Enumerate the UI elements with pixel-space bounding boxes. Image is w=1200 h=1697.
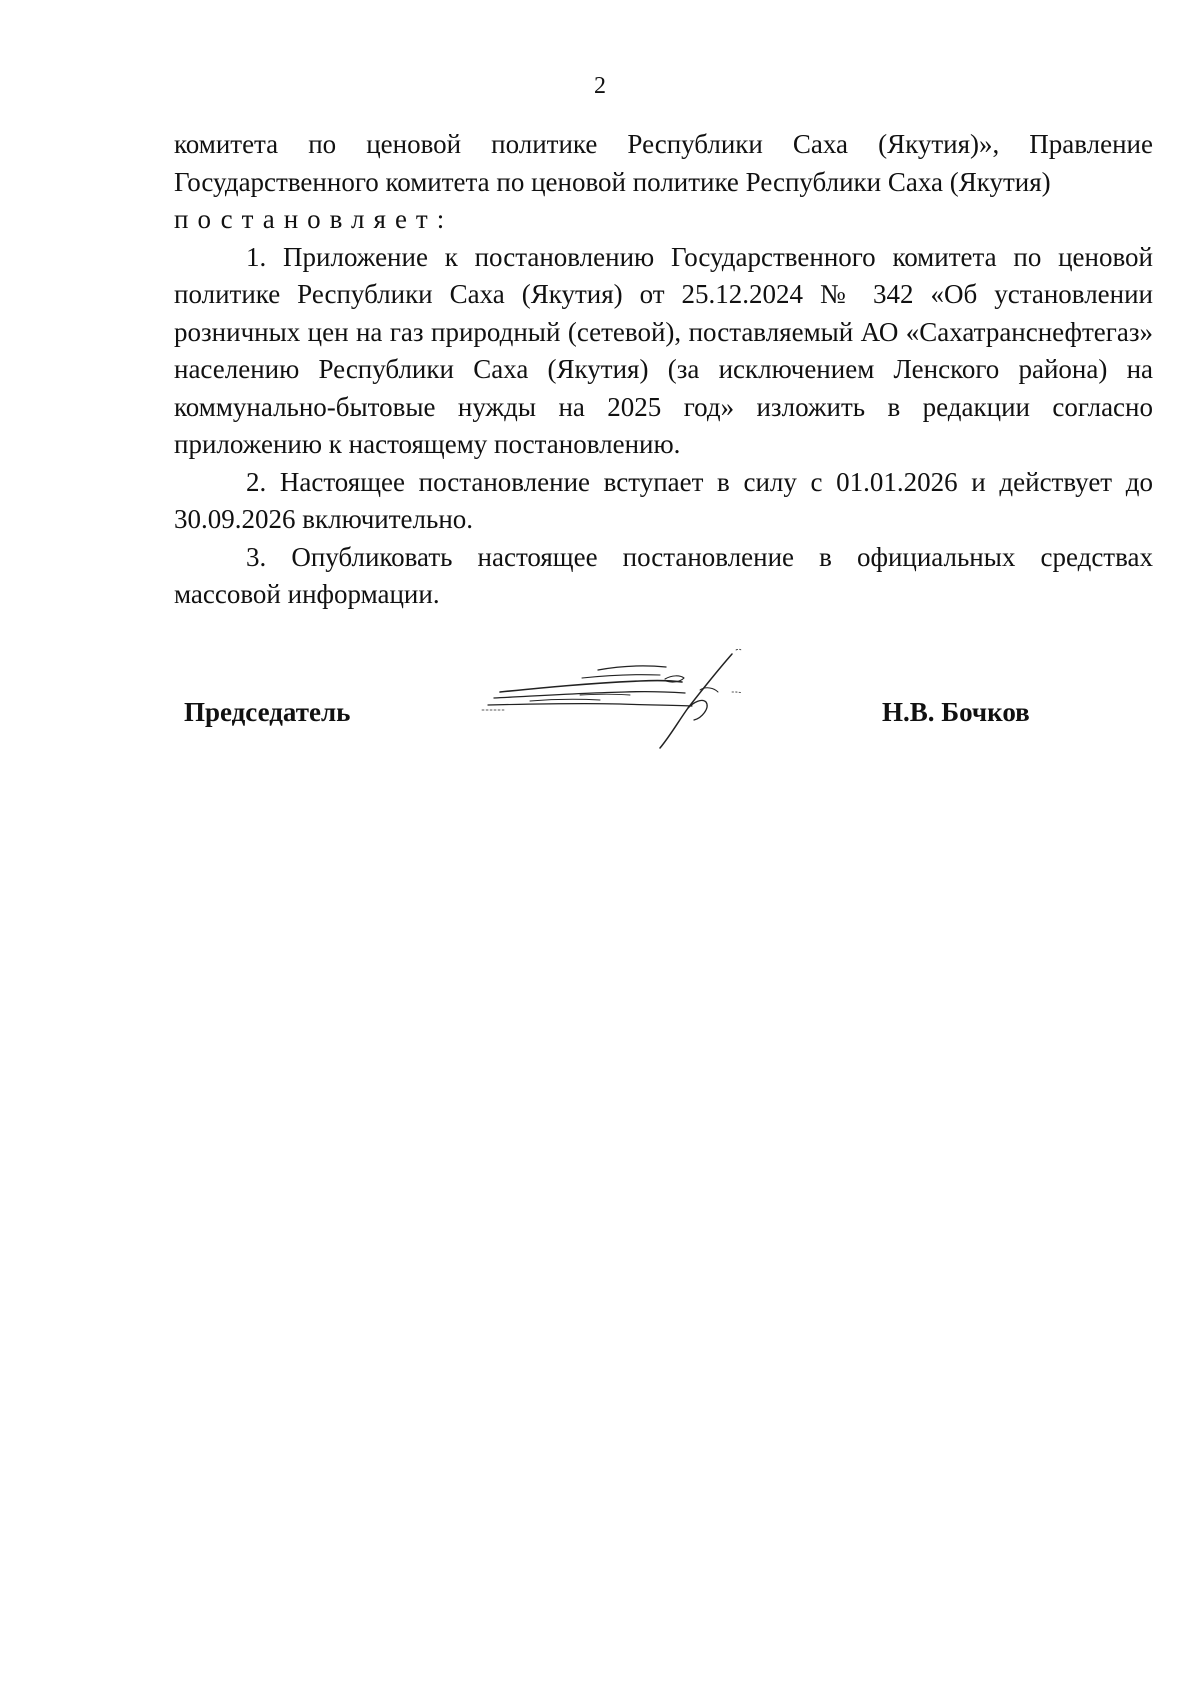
item-2-paragraph: 2. Настоящее постановление вступает в силу с 01.01.2026 и действует до 30.09.2026 включительно. [174, 466, 1153, 534]
resolves-word: постановляет: [174, 204, 454, 234]
signature-block [0, 648, 1200, 758]
page-number: 2 [594, 73, 606, 99]
item-3-paragraph: 3. Опубликовать настоящее постановление в официальных средствах массовой информации. [174, 541, 1153, 609]
handwritten-signature-icon [470, 648, 790, 758]
item-1-paragraph: 1. Приложение к постановлению Государственного комитета по ценовой политике Республики Саха (Якутия) от 25.12.2024 № 342 «Об установлении розничных цен на газ природный (сетевой), поставляемый АО «Сахатранснефтегаз» населению Республики Саха (Якутия) (за исключением Ленского района) на коммунально-бытовые нужды на 2025 год» изложить в редакции согласно приложению к настоящему постановлению. [174, 241, 1153, 459]
signatory-name: Н.В. Бочков [882, 697, 1030, 727]
intro-paragraph: комитета по ценовой политике Республики Саха (Якутия)», Правление Государственного комитета по ценовой политике Республики Саха (Якутия) [174, 129, 1153, 197]
signatory-position: Председатель [184, 697, 351, 727]
document-body [174, 126, 1153, 614]
